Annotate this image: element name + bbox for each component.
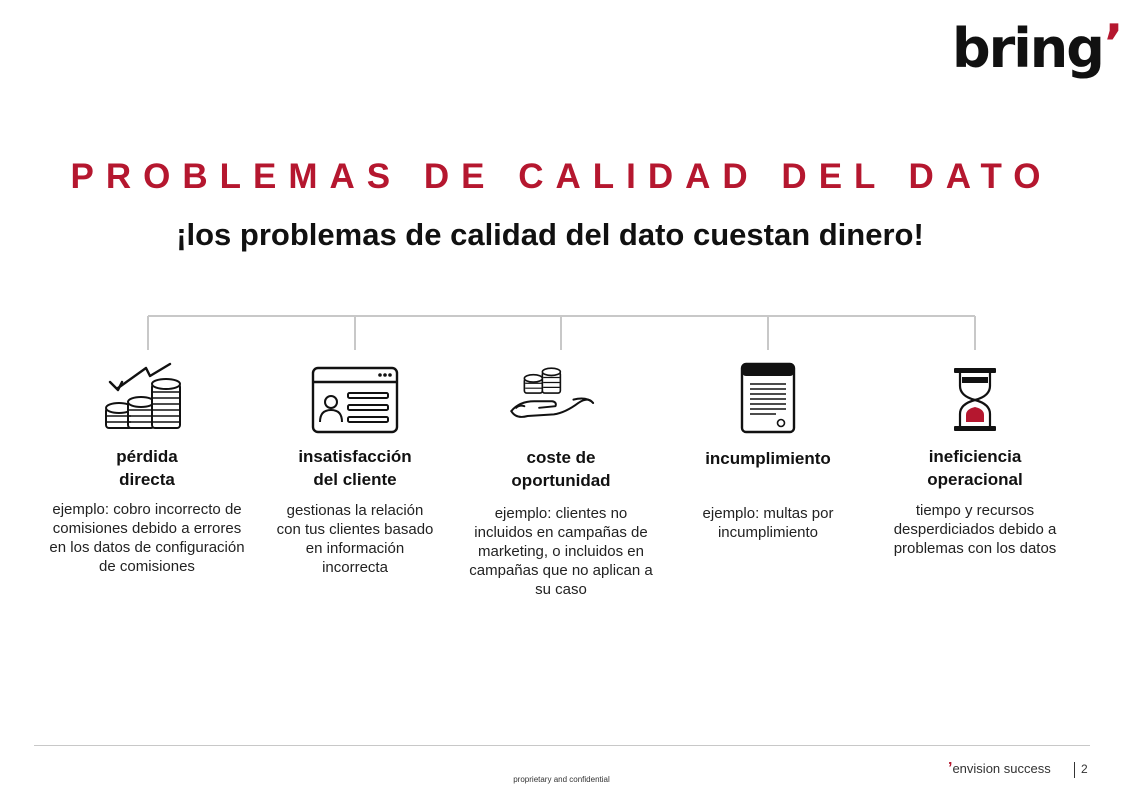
logo-text: bring — [952, 17, 1103, 80]
problem-heading: insatisfacción del cliente — [298, 447, 412, 489]
footer-divider — [34, 745, 1090, 746]
problem-card — [461, 446, 661, 599]
tagline-mark: ’ — [948, 760, 953, 777]
document-certificate-icon — [724, 360, 814, 436]
problem-card — [47, 445, 247, 576]
problem-heading: coste de oportunidad — [511, 448, 611, 490]
hourglass-icon — [930, 360, 1020, 436]
tagline-text: envision success — [952, 761, 1051, 776]
problem-heading: incumplimiento — [705, 449, 831, 468]
problem-card — [255, 445, 455, 577]
problem-card — [875, 445, 1075, 558]
hand-with-coins-icon — [508, 360, 598, 436]
logo-mark: ’ — [1103, 14, 1122, 74]
problem-heading: ineficiencia operacional — [927, 447, 1023, 489]
page-number: 2 — [1081, 762, 1088, 776]
problem-card — [668, 447, 868, 542]
brand-logo — [952, 14, 1122, 80]
footer-tagline — [948, 760, 1051, 778]
problem-description: ejemplo: cobro incorrecto de comisiones debido a errores en los datos de configuración de comisiones — [49, 501, 245, 575]
problem-description: ejemplo: multas por incumplimiento — [702, 505, 834, 541]
footer-separator — [1074, 762, 1075, 778]
problem-description: ejemplo: clientes no incluidos en campañas de marketing, o incluidos en campañas que no aplican a su caso — [469, 505, 653, 598]
problem-description: tiempo y recursos desperdiciados debido a problemas con los datos — [893, 502, 1057, 557]
customer-profile-window-icon — [310, 362, 400, 438]
coins-downtrend-icon — [102, 358, 192, 434]
problem-description: gestionas la relación con tus clientes basado en información incorrecta — [276, 502, 434, 576]
problem-heading: pérdida directa — [116, 447, 178, 489]
page-title: PROBLEMAS DE CALIDAD DEL DATO — [70, 157, 1053, 196]
confidential-note: proprietary and confidential — [513, 775, 610, 784]
page-subtitle: ¡los problemas de calidad del dato cuestan dinero! — [176, 217, 924, 252]
